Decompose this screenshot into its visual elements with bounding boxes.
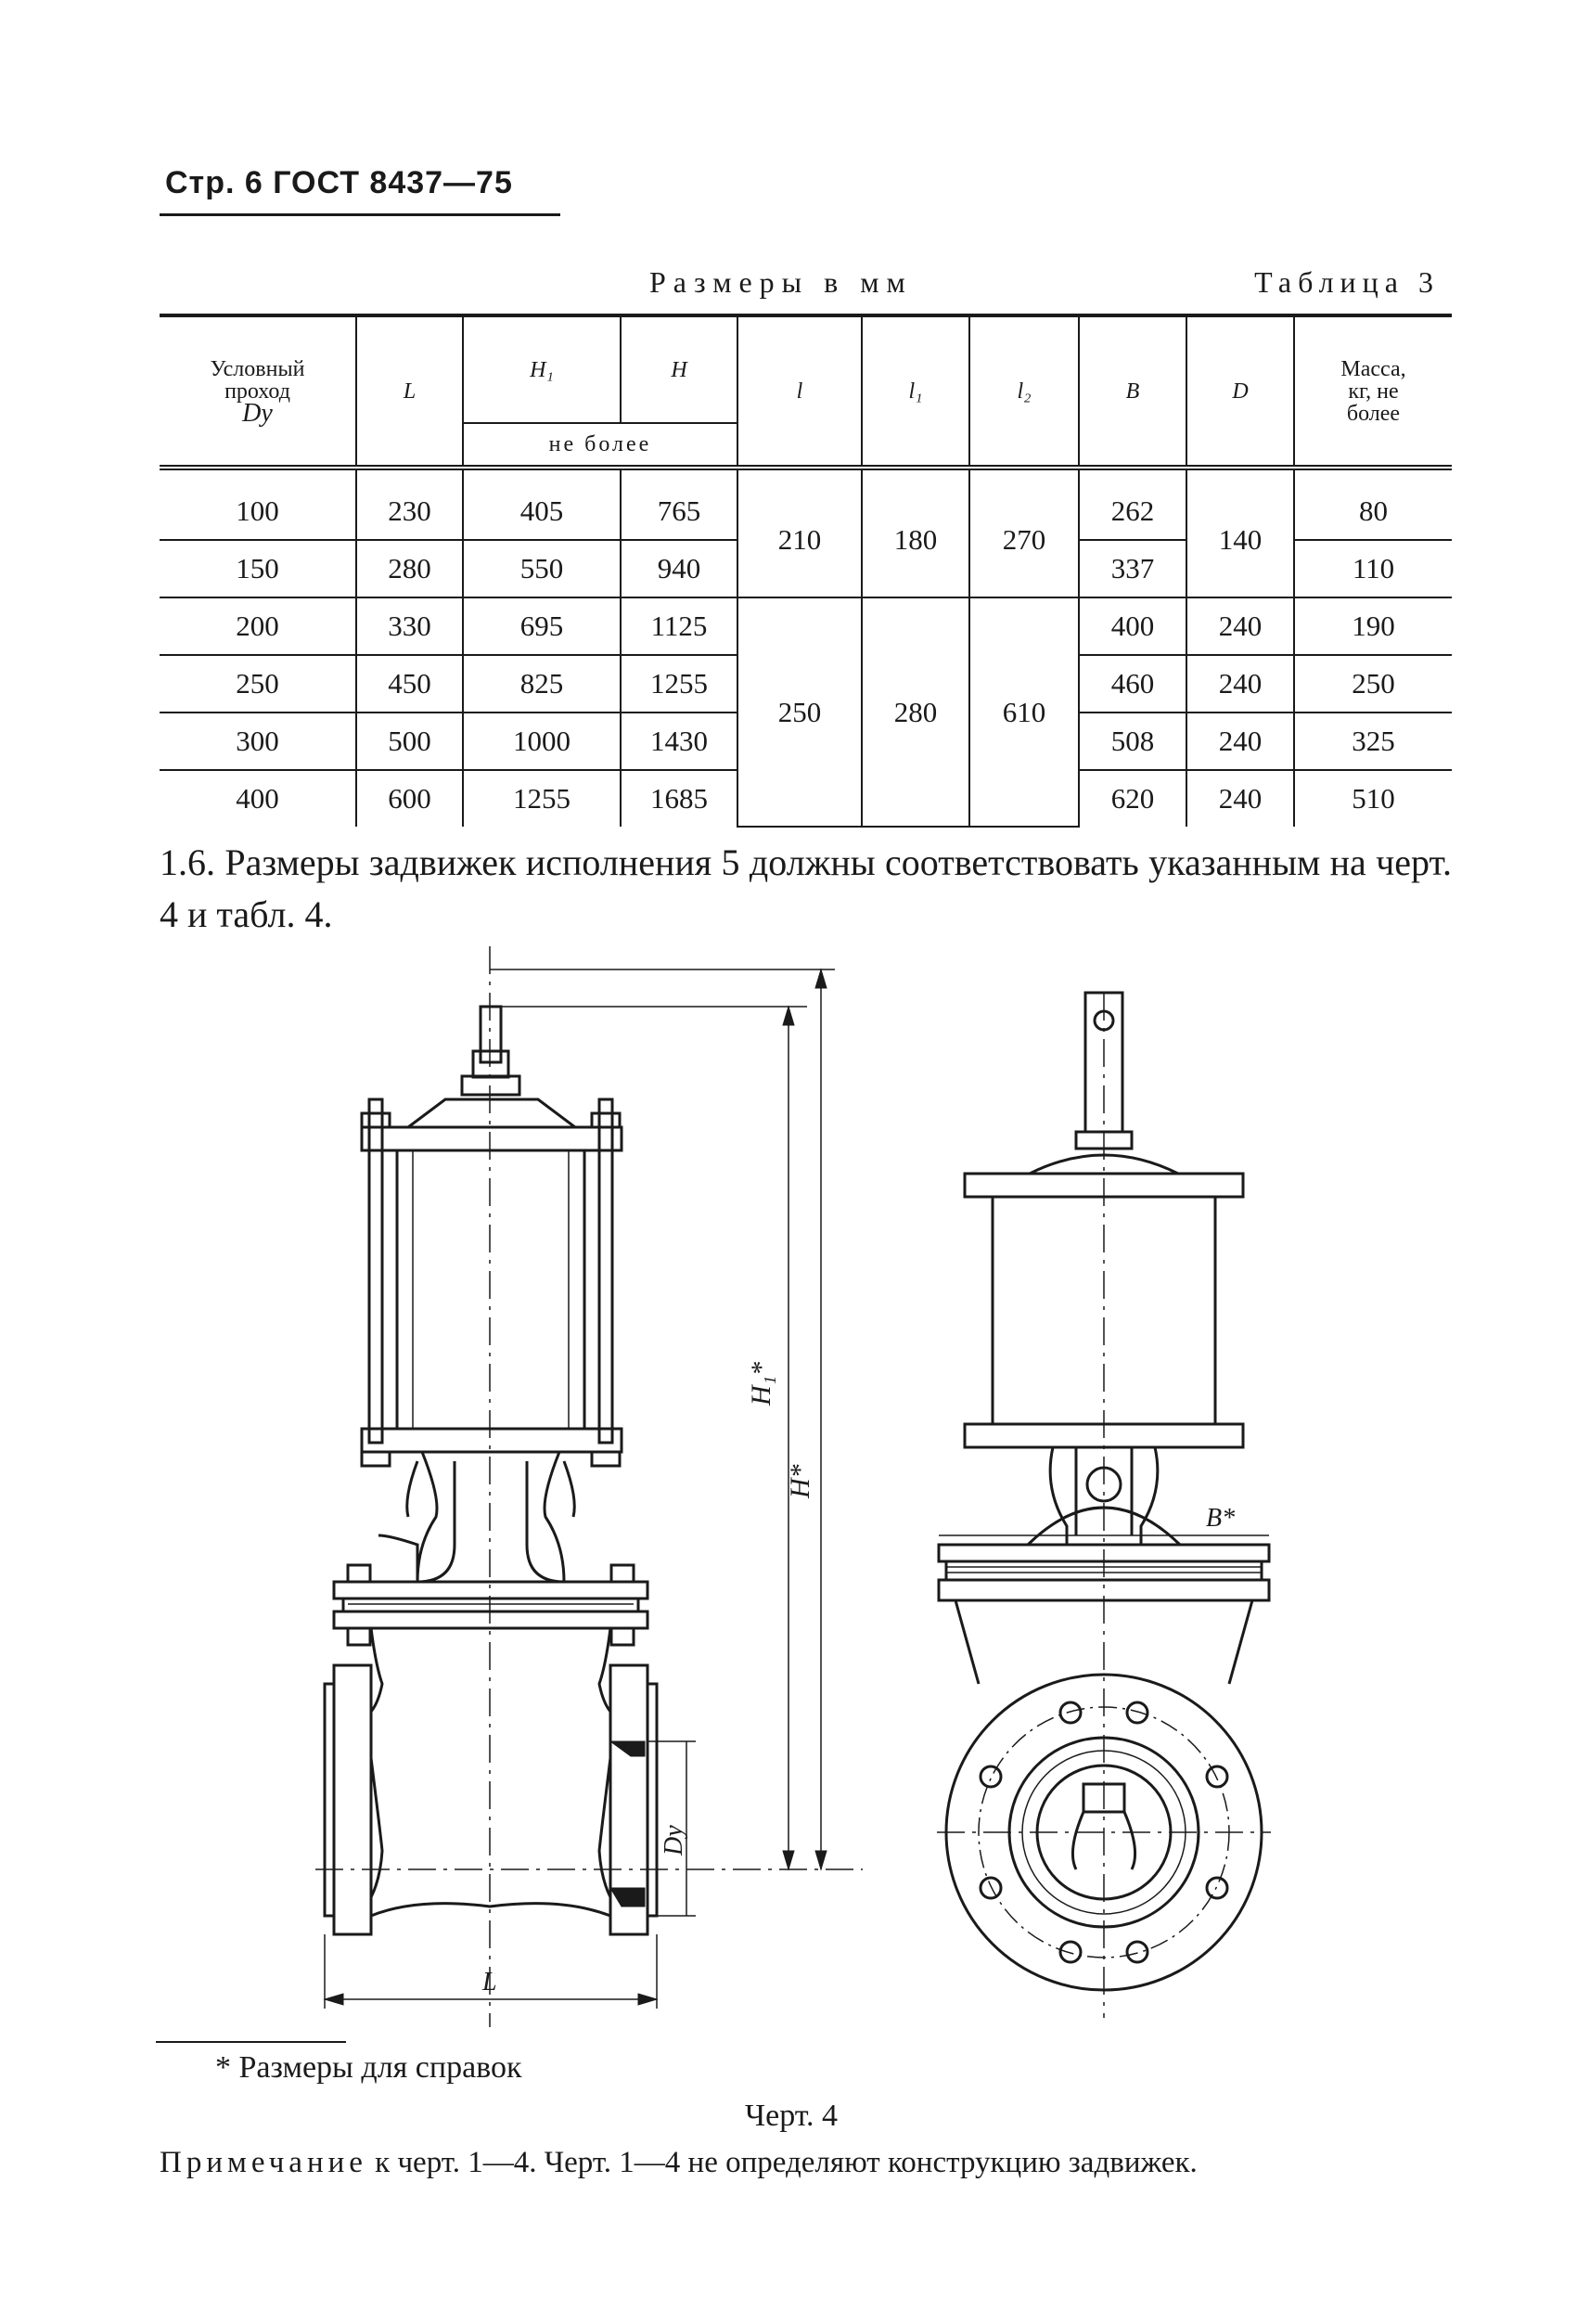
label-B: B*	[1206, 1504, 1236, 1533]
page-header: Стр. 6 ГОСТ 8437—75	[165, 165, 513, 200]
cell-L: 450	[356, 655, 463, 713]
cell-L: 600	[356, 770, 463, 827]
cell-dy: 400	[236, 782, 279, 815]
cell-l-group2: 250	[737, 597, 862, 827]
cell-mass: 110	[1294, 540, 1452, 597]
cell-H: 765	[621, 468, 737, 540]
table-row	[160, 468, 1452, 540]
cell-H1: 695	[463, 597, 621, 655]
cell-l1-group2: 280	[862, 597, 969, 827]
col-header-D: D	[1186, 315, 1294, 468]
cell-D: 240	[1186, 713, 1294, 770]
cell-dy: 200	[160, 597, 356, 655]
col-header-H: H	[621, 315, 737, 423]
cell-H1: 1255	[463, 770, 621, 827]
cell-B: 400	[1079, 597, 1186, 655]
footnote: * Размеры для справок	[215, 2050, 522, 2085]
cell-l-group1: 210	[737, 468, 862, 597]
valve-front-view	[315, 946, 863, 2027]
col-header-dy-line1: Условный	[210, 356, 305, 381]
cell-D: 240	[1186, 655, 1294, 713]
cell-L: 230	[356, 468, 463, 540]
label-H: H*	[785, 1464, 815, 1498]
cell-H1: 825	[463, 655, 621, 713]
label-Dy: Dу	[660, 1825, 688, 1855]
note-text: к черт. 1—4. Черт. 1—4 не определяют конструкцию задвижек.	[366, 2146, 1198, 2179]
cell-B: 337	[1079, 540, 1186, 597]
cell-mass: 510	[1294, 770, 1452, 827]
header-rule	[160, 213, 560, 216]
table-caption-number: Таблица 3	[1254, 265, 1440, 299]
note	[160, 2143, 1452, 2182]
col-header-dy	[160, 315, 356, 468]
col-header-mass	[1294, 315, 1452, 468]
table-caption-sizes: Размеры в мм	[649, 265, 913, 299]
valve-drawing	[139, 942, 1345, 2036]
col-header-mass-line3: более	[1346, 401, 1401, 426]
cell-H: 1125	[621, 597, 737, 655]
col-header-mass-line1: Масса,	[1340, 356, 1406, 381]
cell-dy: 300	[160, 713, 356, 770]
paragraph-1-6: 1.6. Размеры задвижек исполнения 5 должны соответствовать указанным на черт. 4 и табл. 4.	[160, 841, 1452, 935]
cell-B: 460	[1079, 655, 1186, 713]
cell-H1: 405	[463, 468, 621, 540]
cell-l1-group1: 180	[862, 468, 969, 597]
cell-D: 240	[1186, 597, 1294, 655]
cell-H: 1430	[621, 713, 737, 770]
col-header-L: L	[356, 315, 463, 468]
dimensions-table	[160, 314, 1452, 828]
cell-mass: 325	[1294, 713, 1452, 770]
cell-H1: 1000	[463, 713, 621, 770]
col-header-l: l	[737, 315, 862, 468]
cell-H1: 550	[463, 540, 621, 597]
col-header-B: B	[1079, 315, 1186, 468]
table-row	[160, 597, 1452, 655]
cell-B: 620	[1079, 770, 1186, 827]
col-header-l2: l₂	[969, 315, 1079, 468]
cell-D-group1: 140	[1186, 468, 1294, 597]
cell-dy: 150	[160, 540, 356, 597]
note-label: Примечание	[160, 2146, 367, 2179]
cell-dy: 100	[160, 468, 356, 540]
cell-B: 508	[1079, 713, 1186, 770]
cell-L: 500	[356, 713, 463, 770]
col-header-dy-symbol: Dу	[242, 398, 273, 428]
cell-H: 1685	[621, 770, 737, 827]
cell-mass: 190	[1294, 597, 1452, 655]
col-header-dy-line2: проход	[224, 379, 290, 404]
col-header-mass-line2: кг, не	[1348, 379, 1399, 404]
cell-L: 280	[356, 540, 463, 597]
label-H1: H₁*	[746, 1361, 776, 1406]
cell-B: 262	[1079, 468, 1186, 540]
cell-mass: 250	[1294, 655, 1452, 713]
col-header-l1: l₁	[862, 315, 969, 468]
col-header-H1: H₁	[463, 315, 621, 423]
cell-dy: 250	[160, 655, 356, 713]
cell-mass: 80	[1294, 468, 1452, 540]
cell-l2-group1: 270	[969, 468, 1079, 597]
cell-D: 240	[1186, 770, 1294, 827]
col-header-not-more: не более	[463, 423, 737, 468]
cell-l2-group2: 610	[969, 597, 1079, 827]
label-L: L	[482, 1968, 497, 1997]
cell-H: 1255	[621, 655, 737, 713]
footnote-rule	[156, 2041, 346, 2043]
cell-H: 940	[621, 540, 737, 597]
figure-caption: Черт. 4	[745, 2099, 839, 2133]
cell-L: 330	[356, 597, 463, 655]
